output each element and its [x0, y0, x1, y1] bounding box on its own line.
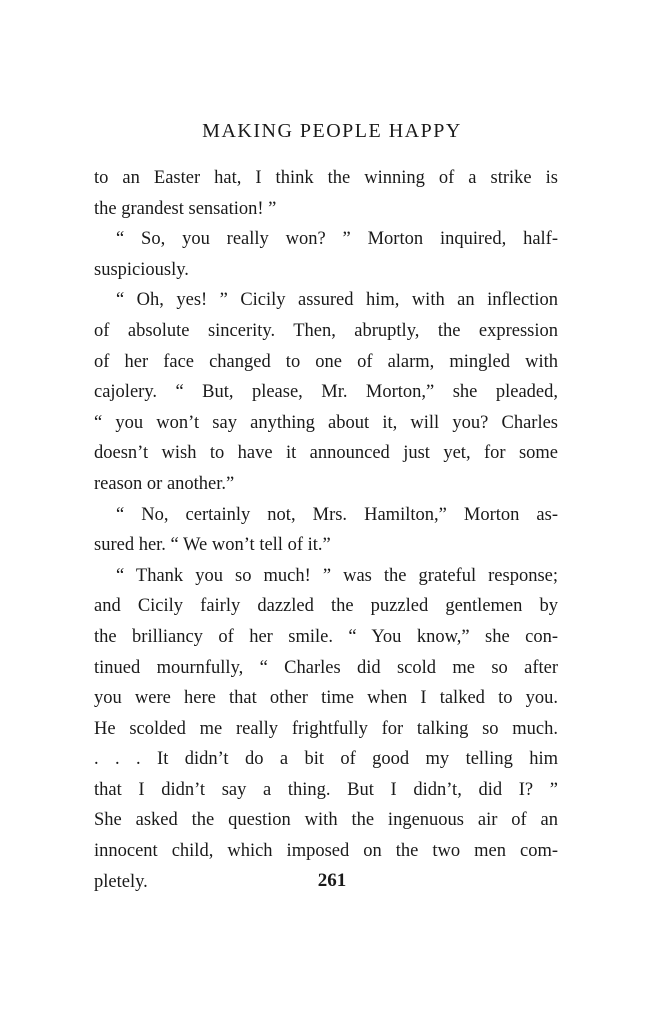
text-line: doesn’t wish to have it announced just yet, for some [94, 443, 558, 464]
text-line: sured her. “ We won’t tell of it.” [94, 535, 331, 556]
text-line: to an Easter hat, I think the winning of a strike is [94, 168, 558, 188]
text-line: “ So, you really won? ” Morton inquired, half- [116, 229, 558, 250]
running-header: MAKING PEOPLE HAPPY [202, 120, 462, 142]
text-line: She asked the question with the ingenuous air of an [94, 810, 558, 831]
text-line: “ Oh, yes! ” Cicily assured him, with an inflection [116, 290, 558, 311]
text-line: “ No, certainly not, Mrs. Hamilton,” Morton as- [116, 504, 558, 525]
text-line: you were here that other time when I talked to you. [94, 688, 558, 709]
page-number: 261 [317, 870, 347, 891]
text-line: He scolded me really frightfully for talking so much. [94, 718, 558, 739]
text-line: that I didn’t say a thing. But I didn’t, did I? ” [94, 779, 558, 800]
text-line: innocent child, which imposed on the two men com- [94, 841, 558, 862]
text-line: suspiciously. [94, 259, 189, 280]
text-line: “ Thank you so much! ” was the grateful response; [116, 565, 558, 586]
text-line: . . . It didn’t do a bit of good my telling him [94, 749, 558, 770]
text-line: reason or another.” [94, 473, 235, 494]
text-line: “ you won’t say anything about it, will you? Charles [94, 412, 558, 433]
text-line: pletely. [94, 871, 148, 892]
text-line: of her face changed to one of alarm, mingled with [94, 351, 558, 372]
text-line: the grandest sensation! ” [94, 198, 277, 219]
text-line: tinued mournfully, “ Charles did scold me so after [94, 657, 558, 678]
text-line: the brilliancy of her smile. “ You know,” she con- [94, 626, 558, 647]
text-line: cajolery. “ But, please, Mr. Morton,” she pleaded, [94, 382, 558, 403]
text-line: and Cicily fairly dazzled the puzzled gentlemen by [94, 596, 558, 617]
body-text [94, 163, 558, 897]
text-line: of absolute sincerity. Then, abruptly, the expression [94, 320, 558, 341]
